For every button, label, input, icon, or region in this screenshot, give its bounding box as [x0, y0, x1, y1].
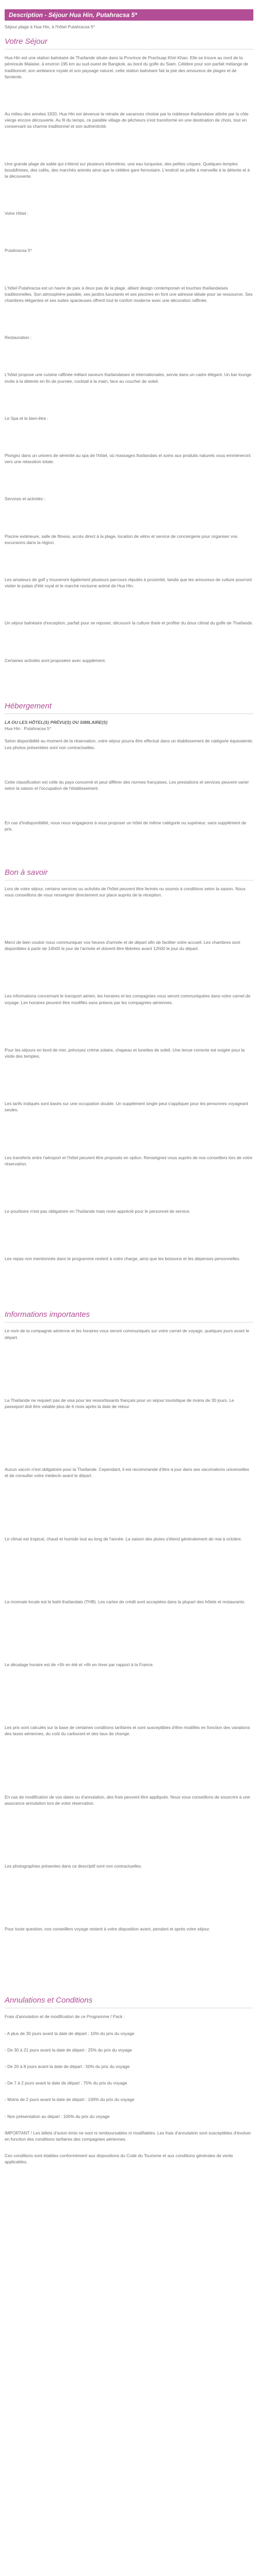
- hebergement-heading: LA OU LES HÔTEL(S) PRÉVU(S) OU SIMILAIRE(S): [5, 719, 108, 725]
- section-heading-bon-a-savoir: Bon à savoir: [5, 868, 48, 877]
- paragraph: Les tarifs indiqués sont basés sur une occupation double. Un supplément single peut s'appliquer pour les personnes voyageant seules.: [5, 1101, 248, 1113]
- divider: [5, 1322, 253, 1323]
- section-heading-votre-sejour: Votre Séjour: [5, 37, 47, 46]
- paragraph: Selon disponibilité au moment de la réservation, votre séjour pourra être effectué dans un établissement de catégorie équivalente. Les photos présentées sont non contractuelles.: [5, 738, 253, 750]
- paragraph: - Non présentation au départ : 100% du prix du voyage: [5, 2113, 110, 2119]
- paragraph: Les prix sont calculés sur la base de certaines conditions tarifaires et sont susceptibles d'être modifiés en fonction des variations des taxes aériennes, du coût du carburant et des taux de change.: [5, 1725, 250, 1737]
- paragraph: Piscine extérieure, salle de fitness, accès direct à la plage, location de vélos et service de conciergerie pour organiser vos excursions dans la région.: [5, 533, 238, 545]
- paragraph: Le pourboire n'est pas obligatoire en Thaïlande mais reste apprécié pour le personnel de service.: [5, 1208, 190, 1214]
- intro-note: Séjour plage à Hua Hin, à l'hôtel Putahracsa 5*: [5, 24, 95, 29]
- paragraph: Putahracsa 5*: [5, 248, 32, 253]
- paragraph: Hua Hin est une station balnéaire de Thaïlande située dans la Province de Prachuap Khiri Khan. Elle se trouve au nord de la péninsule Malaise, à environ 195 km au sud-ouest de Bangkok, au bord du golfe du Siam. Célèbre pour son parfait mélange de traditionnel, son ambiance royale et son paysage naturel, cette station balnéaire fait la joie des amoureux de plages et de farniente.: [5, 55, 249, 79]
- paragraph: Frais d'annulation et de modification de ce Programme / Pack :: [5, 2014, 125, 2020]
- paragraph: Le décalage horaire est de +5h en été et +6h en hiver par rapport à la France.: [5, 1662, 154, 1667]
- paragraph: Merci de bien vouloir nous communiquer vos heures d'arrivée et de départ afin de faciliter votre accueil. Les chambres sont disponibles à partir de 14h00 le jour de l'arrivée et doivent être libérées avant 12h00 le jour du départ.: [5, 939, 240, 952]
- bon-a-savoir-body: [5, 886, 253, 1303]
- paragraph: IMPORTANT ! Les billets d'avion émis ne sont ni remboursables ni modifiables. Les frais d'annulation sont susceptibles d'évoluer en fonction des conditions tarifaires des compagnies aériennes.: [5, 2130, 251, 2142]
- paragraph: - De 30 à 21 jours avant la date de départ : 25% du prix du voyage: [5, 2047, 132, 2053]
- paragraph: Le nom de la compagnie aérienne et les horaires vous seront communiqués sur votre carnet de voyage, quelques jours avant le départ.: [5, 1328, 249, 1340]
- votre-sejour-body: [5, 55, 253, 694]
- paragraph: Plongez dans un univers de sérénité au spa de l'hôtel, où massages thaïlandais et soins aux produits naturels vous emmèneront vers une relaxation totale.: [5, 453, 251, 465]
- annulations-body: [5, 2013, 253, 2175]
- paragraph: Pour les séjours en bord de mer, prévoyez crème solaire, chapeau et lunettes de soleil. Une tenue correcte est exigée pour la visite des temples.: [5, 1047, 245, 1059]
- paragraph: - A plus de 30 jours avant la date de départ : 10% du prix du voyage: [5, 2030, 135, 2036]
- section-heading-hebergement: Hébergement: [5, 701, 52, 710]
- paragraph: Pour toute question, nos conseillers voyage restent à votre disposition avant, pendant et après votre séjour.: [5, 1926, 211, 1932]
- paragraph: La monnaie locale est le baht thaïlandais (THB). Les cartes de crédit sont acceptées dans la plupart des hôtels et restaurants.: [5, 1599, 246, 1604]
- paragraph: Les transferts entre l'aéroport et l'hôtel peuvent être proposés en option. Renseignez-vous auprès de nos conseillers lors de votre réservation.: [5, 1155, 252, 1166]
- section-heading-infos: Informations importantes: [5, 1310, 90, 1319]
- paragraph: L'hôtel propose une cuisine raffinée mêlant saveurs thaïlandaises et internationales, servie dans un cadre élégant. Un bar lounge invite à la détente en fin de journée, cocktail à la main, face au coucher de soleil.: [5, 372, 252, 384]
- paragraph: Le climat est tropical, chaud et humide tout au long de l'année. La saison des pluies s'étend généralement de mai à octobre.: [5, 1536, 242, 1541]
- paragraph: Votre Hôtel :: [5, 211, 29, 216]
- paragraph: Un séjour balnéaire d'exception, parfait pour se reposer, découvrir la culture thaïe et profiter du doux climat du golfe de Thaïlande.: [5, 620, 253, 626]
- paragraph: Aucun vaccin n'est obligatoire pour la Thaïlande. Cependant, il est recommandé d'être à jour dans ses vaccinations universelles et de consulter votre médecin avant le départ.: [5, 1467, 249, 1479]
- page-content: [5, 0, 253, 2176]
- paragraph: - Moins de 2 jours avant la date de départ : 100% du prix du voyage: [5, 2097, 135, 2103]
- paragraph: Le Spa et le bien-être :: [5, 415, 49, 421]
- paragraph: Au milieu des années 1920, Hua Hin est devenue la retraite de vacances choisie par la noblesse thaïlandaise attirée par la côte vierge encore découverte. Au fil du temps, ce paisible village de pêcheurs s'est transformé en une destination de choix, tout en conservant sa charme traditionnel et son authenticité.: [5, 111, 249, 129]
- paragraph: Restauration :: [5, 335, 32, 341]
- paragraph: En cas de modification de vos dates ou d'annulation, des frais peuvent être appliqués. Nous vous conseillons de souscrire à une assurance annulation lors de votre réservation.: [5, 1794, 250, 1806]
- paragraph: Les photographies présentes dans ce descriptif sont non contractuelles.: [5, 1863, 142, 1869]
- paragraph: Les repas non mentionnés dans le programme restent à votre charge, ainsi que les boissons et les dépenses personnelles.: [5, 1256, 240, 1262]
- paragraph: Services et activités :: [5, 496, 45, 502]
- paragraph: Cette classification est celle du pays concerné et peut différer des normes françaises. Les prestations et services peuvent varier selon la saison et l'occupation de l'établissement.: [5, 779, 249, 791]
- paragraph: La Thaïlande ne requiert pas de visa pour les ressortissants français pour un séjour touristique de moins de 30 jours. Le passeport doit être valable plus de 6 mois après la date de retour.: [5, 1397, 234, 1409]
- page-title: Description - Séjour Hua Hin, Putahracsa 5*: [5, 9, 253, 21]
- paragraph: Ces conditions sont établies conformément aux dispositions du Code du Tourisme et aux conditions générales de vente applicables.: [5, 2153, 233, 2165]
- section-heading-annulations: Annulations et Conditions: [5, 1996, 93, 2005]
- paragraph: Lors de votre séjour, certains services ou activités de l'hôtel peuvent être fermés ou soumis à conditions selon la saison. Nous vous conseillons de vous renseigner directement sur place auprès de la réception.: [5, 886, 246, 897]
- paragraph: L'hôtel Putahracsa est un havre de paix à deux pas de la plage, alliant design contemporain et touches thaïlandaises traditionnelles. Son atmosphère paisible, ses jardins luxuriants et ses piscines en font une adresse idéale pour se ressourcer. Ses chambres élégantes et ses suites spacieuses offrent tout le confort moderne avec une décoration raffinée.: [5, 285, 253, 303]
- paragraph: Une grande plage de sable qui s'étend sur plusieurs kilomètres, une eau turquoise, des petites criques. Quelques temples bouddhistes, des cafés, des marchés animés ainsi que la célèbre gare ferroviaire. L'endroit se prête à merveille à la détente et à la découverte.: [5, 161, 250, 179]
- paragraph: Les amateurs de golf y trouveront également plusieurs parcours réputés à proximité, tandis que les amoureux de culture pourront visiter le palais d'été royal et le marché nocturne animé de Hua Hin.: [5, 577, 252, 589]
- hebergement-body: [5, 738, 253, 860]
- paragraph: Les informations concernant le transport aérien, les horaires et les compagnies vous seront communiquées dans votre carnet de voyage. Les horaires peuvent être modifiés sans préavis par les compagnies aériennes.: [5, 993, 251, 1005]
- paragraph: - De 7 à 2 jours avant la date de départ : 75% du prix du voyage: [5, 2080, 127, 2086]
- paragraph: - De 20 à 8 jours avant la date de départ : 50% du prix du voyage: [5, 2064, 130, 2070]
- paragraph: Certaines activités sont proposées avec supplément.: [5, 657, 106, 663]
- hotel-name: Hua Hin : Putahracsa 5*: [5, 726, 51, 732]
- paragraph: En cas d'indisponibilité, nous nous engageons à vous proposer un hôtel de même catégorie ou supérieur, sans supplément de prix.: [5, 820, 247, 832]
- informations-body: [5, 1328, 253, 1989]
